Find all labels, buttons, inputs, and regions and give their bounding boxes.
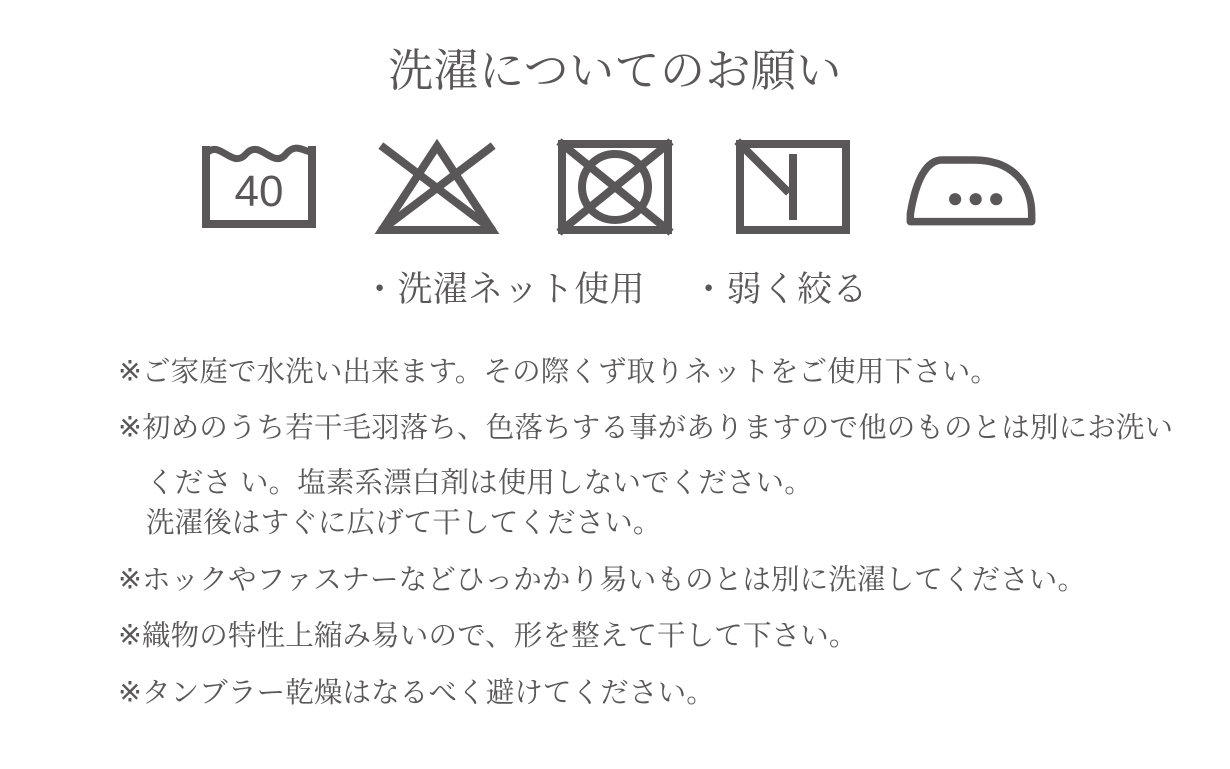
care-note: ※ご家庭で水洗い出来ます。その際くず取りネットをご使用下さい。 xyxy=(118,356,1000,388)
drip-line-dry-symbol xyxy=(723,128,863,248)
iron-symbol xyxy=(901,128,1041,248)
care-note: ※ホックやファスナーなどひっかかり易いものとは別に洗濯してください。 xyxy=(118,563,1087,596)
care-note-subline: くださ い。塩素系漂白剤は使用しないでください。 xyxy=(146,466,813,499)
care-note: ※織物の特性上縮み易いので、形を整えて干して下さい。 xyxy=(118,620,858,653)
no-tumble-dry-symbol xyxy=(545,128,685,248)
care-notes-list xyxy=(118,352,1178,729)
sub-note-wring: ・弱く絞る xyxy=(691,270,868,309)
care-note-subline: 洗濯後はすぐに広げて干してください。 xyxy=(146,507,662,540)
care-note: ※初めのうち若干毛羽落ち、色落ちする事がありますので他のものとは別にお洗い xyxy=(118,412,1174,445)
wash-40-symbol xyxy=(189,128,329,248)
no-bleach-symbol xyxy=(367,128,507,248)
care-symbol-row xyxy=(0,128,1230,248)
care-note: ※タンブラー乾燥はなるべく避けてください。 xyxy=(118,676,715,709)
wash-temperature-label: 40 xyxy=(234,167,284,216)
symbol-sub-notes xyxy=(0,262,1230,312)
sub-note-net: ・洗濯ネット使用 xyxy=(362,270,645,309)
page-title: 洗濯についてのお願い xyxy=(388,45,842,96)
